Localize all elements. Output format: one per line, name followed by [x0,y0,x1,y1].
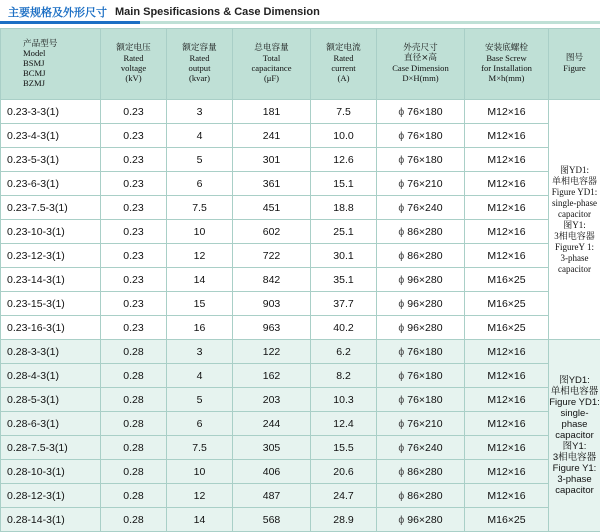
cell-capacitance: 203 [233,388,311,412]
cell-current: 12.4 [311,412,377,436]
cell-capacitance: 301 [233,148,311,172]
cell-base-screw: M12×16 [465,388,549,412]
figure-note-line: 图YD1: [549,375,600,386]
cell-capacitance: 406 [233,460,311,484]
cell-dimension: ϕ 96×280 [377,292,465,316]
figure-note-line: Figure YD1: [549,187,600,198]
table-row [1,484,600,508]
header-capacitance: 总电容量 Total capacitance (μF) [233,29,311,100]
cell-base-screw: M12×16 [465,124,549,148]
cell-model: 0.23-10-3(1) [1,220,101,244]
table-row [1,364,600,388]
figure-note-line: 图YD1: [549,165,600,176]
diameter-symbol: ϕ [398,466,407,478]
cell-output: 5 [167,148,233,172]
diameter-symbol: ϕ [398,298,407,310]
diameter-symbol: ϕ [398,490,407,502]
cell-voltage: 0.28 [101,340,167,364]
cell-current: 20.6 [311,460,377,484]
title-underline [0,21,600,24]
table-row [1,268,600,292]
table-row [1,412,600,436]
cell-capacitance: 568 [233,508,311,532]
cell-current: 7.5 [311,100,377,124]
cell-output: 4 [167,124,233,148]
cell-dimension: ϕ 76×180 [377,148,465,172]
cell-model: 0.28-6-3(1) [1,412,101,436]
cell-dimension: ϕ 86×280 [377,460,465,484]
cell-output: 7.5 [167,196,233,220]
cell-base-screw: M16×25 [465,292,549,316]
cell-base-screw: M12×16 [465,484,549,508]
cell-base-screw: M16×25 [465,268,549,292]
section-title-bar [0,0,600,24]
cell-dimension: ϕ 96×280 [377,316,465,340]
cell-current: 8.2 [311,364,377,388]
header-voltage: 额定电压 Rated voltage (kV) [101,29,167,100]
table-row [1,244,600,268]
spec-table [0,28,600,532]
cell-voltage: 0.23 [101,268,167,292]
header-output: 额定容量 Rated output (kvar) [167,29,233,100]
table-row [1,124,600,148]
header-base-screw: 安装底螺栓 Base Screw for Installation M×h(mm) [465,29,549,100]
cell-voltage: 0.28 [101,436,167,460]
cell-output: 5 [167,388,233,412]
diameter-symbol: ϕ [398,106,407,118]
cell-capacitance: 963 [233,316,311,340]
cell-capacitance: 722 [233,244,311,268]
diameter-symbol: ϕ [398,346,407,358]
cell-output: 7.5 [167,436,233,460]
cell-base-screw: M12×16 [465,364,549,388]
cell-voltage: 0.23 [101,196,167,220]
cell-current: 6.2 [311,340,377,364]
table-row [1,388,600,412]
cell-model: 0.23-14-3(1) [1,268,101,292]
cell-base-screw: M12×16 [465,340,549,364]
diameter-symbol: ϕ [398,250,407,262]
cell-output: 4 [167,364,233,388]
table-row [1,436,600,460]
cell-dimension: ϕ 76×180 [377,364,465,388]
figure-note-line: single-phase [549,408,600,430]
cell-dimension: ϕ 76×180 [377,124,465,148]
cell-dimension: ϕ 76×180 [377,100,465,124]
cell-voltage: 0.28 [101,412,167,436]
figure-note-line: 3相电容器 [549,452,600,463]
diameter-symbol: ϕ [398,226,407,238]
cell-model: 0.23-16-3(1) [1,316,101,340]
cell-capacitance: 487 [233,484,311,508]
cell-capacitance: 244 [233,412,311,436]
figure-note-line: Figure Y1: [549,463,600,474]
cell-voltage: 0.23 [101,124,167,148]
cell-current: 30.1 [311,244,377,268]
cell-output: 3 [167,340,233,364]
figure-note-line: FigureY 1: [549,242,600,253]
diameter-symbol: ϕ [398,322,407,334]
cell-voltage: 0.23 [101,292,167,316]
cell-dimension: ϕ 76×240 [377,196,465,220]
figure-note-line: capacitor [549,264,600,275]
cell-current: 25.1 [311,220,377,244]
diameter-symbol: ϕ [398,514,407,526]
cell-model: 0.23-15-3(1) [1,292,101,316]
cell-dimension: ϕ 86×280 [377,220,465,244]
cell-dimension: ϕ 96×280 [377,508,465,532]
diameter-symbol: ϕ [398,202,407,214]
cell-base-screw: M16×25 [465,508,549,532]
cell-current: 10.0 [311,124,377,148]
cell-base-screw: M12×16 [465,220,549,244]
cell-dimension: ϕ 76×210 [377,172,465,196]
cell-voltage: 0.23 [101,316,167,340]
figure-note-line: capacitor [549,485,600,496]
cell-current: 24.7 [311,484,377,508]
cell-base-screw: M12×16 [465,460,549,484]
cell-current: 15.5 [311,436,377,460]
table-row [1,508,600,532]
section-title-en: Main Spesificasions & Case Dimension [115,6,320,18]
cell-model: 0.23-12-3(1) [1,244,101,268]
cell-model: 0.28-7.5-3(1) [1,436,101,460]
cell-output: 14 [167,508,233,532]
table-row [1,220,600,244]
cell-current: 28.9 [311,508,377,532]
cell-model: 0.28-5-3(1) [1,388,101,412]
cell-output: 14 [167,268,233,292]
header-current: 额定电流 Rated current (A) [311,29,377,100]
cell-output: 12 [167,484,233,508]
diameter-symbol: ϕ [398,442,407,454]
cell-current: 15.1 [311,172,377,196]
table-row [1,172,600,196]
cell-dimension: ϕ 76×180 [377,388,465,412]
cell-output: 15 [167,292,233,316]
cell-capacitance: 842 [233,268,311,292]
figure-note-line: capacitor [549,209,600,220]
figure-note-line: 3-phase [549,474,600,485]
figure-note-line: 3相电容器 [549,231,600,242]
cell-capacitance: 122 [233,340,311,364]
figure-note-line: 图Y1: [549,441,600,452]
cell-model: 0.28-4-3(1) [1,364,101,388]
cell-capacitance: 903 [233,292,311,316]
cell-current: 35.1 [311,268,377,292]
header-figure: 图号 Figure [549,29,600,100]
cell-current: 37.7 [311,292,377,316]
cell-capacitance: 305 [233,436,311,460]
cell-model: 0.23-3-3(1) [1,100,101,124]
cell-output: 3 [167,100,233,124]
cell-voltage: 0.28 [101,460,167,484]
cell-model: 0.23-6-3(1) [1,172,101,196]
cell-capacitance: 361 [233,172,311,196]
diameter-symbol: ϕ [398,130,407,142]
cell-base-screw: M16×25 [465,316,549,340]
figure-note-line: Figure YD1: [549,397,600,408]
cell-voltage: 0.23 [101,244,167,268]
diameter-symbol: ϕ [398,154,407,166]
cell-current: 10.3 [311,388,377,412]
cell-dimension: ϕ 96×280 [377,268,465,292]
cell-current: 12.6 [311,148,377,172]
cell-base-screw: M12×16 [465,148,549,172]
cell-output: 6 [167,412,233,436]
cell-model: 0.28-10-3(1) [1,460,101,484]
cell-dimension: ϕ 86×280 [377,244,465,268]
diameter-symbol: ϕ [398,418,407,430]
cell-model: 0.28-3-3(1) [1,340,101,364]
cell-dimension: ϕ 76×210 [377,412,465,436]
cell-capacitance: 602 [233,220,311,244]
table-row [1,460,600,484]
table-row [1,292,600,316]
cell-output: 10 [167,220,233,244]
cell-current: 40.2 [311,316,377,340]
figure-note-line: 图Y1: [549,220,600,231]
cell-model: 0.23-7.5-3(1) [1,196,101,220]
figure-note-line: 单相电容器 [549,386,600,397]
figure-note-line: 单相电容器 [549,176,600,187]
cell-base-screw: M12×16 [465,196,549,220]
cell-voltage: 0.28 [101,508,167,532]
section-title-zh: 主要规格及外形尺寸 [8,4,107,20]
cell-base-screw: M12×16 [465,436,549,460]
cell-dimension: ϕ 76×180 [377,340,465,364]
cell-dimension: ϕ 86×280 [377,484,465,508]
cell-base-screw: M12×16 [465,100,549,124]
cell-dimension: ϕ 76×240 [377,436,465,460]
cell-capacitance: 241 [233,124,311,148]
cell-output: 6 [167,172,233,196]
cell-model: 0.23-4-3(1) [1,124,101,148]
cell-model: 0.28-14-3(1) [1,508,101,532]
cell-voltage: 0.23 [101,148,167,172]
figure-note-line: capacitor [549,430,600,441]
table-row [1,148,600,172]
cell-voltage: 0.28 [101,364,167,388]
cell-base-screw: M12×16 [465,172,549,196]
figure-note-line: 3-phase [549,253,600,264]
cell-voltage: 0.28 [101,484,167,508]
table-row [1,100,600,124]
cell-base-screw: M12×16 [465,244,549,268]
cell-output: 12 [167,244,233,268]
cell-voltage: 0.28 [101,388,167,412]
cell-model: 0.28-12-3(1) [1,484,101,508]
cell-figure-note [549,100,600,340]
diameter-symbol: ϕ [398,178,407,190]
cell-base-screw: M12×16 [465,412,549,436]
cell-model: 0.23-5-3(1) [1,148,101,172]
cell-figure-note [549,340,600,532]
diameter-symbol: ϕ [398,394,407,406]
cell-output: 16 [167,316,233,340]
cell-capacitance: 181 [233,100,311,124]
diameter-symbol: ϕ [398,370,407,382]
cell-capacitance: 451 [233,196,311,220]
table-header-row [1,29,600,100]
cell-output: 10 [167,460,233,484]
cell-current: 18.8 [311,196,377,220]
cell-voltage: 0.23 [101,100,167,124]
table-row [1,340,600,364]
cell-voltage: 0.23 [101,220,167,244]
cell-voltage: 0.23 [101,172,167,196]
cell-capacitance: 162 [233,364,311,388]
header-dimension: 外壳尺寸 直径×高 Case Dimension D×H(mm) [377,29,465,100]
table-body [1,100,600,532]
table-row [1,316,600,340]
table-row [1,196,600,220]
figure-note-line: single-phase [549,198,600,209]
diameter-symbol: ϕ [398,274,407,286]
header-model: 产品型号 Model BSMJ BCMJ BZMJ [1,29,101,100]
